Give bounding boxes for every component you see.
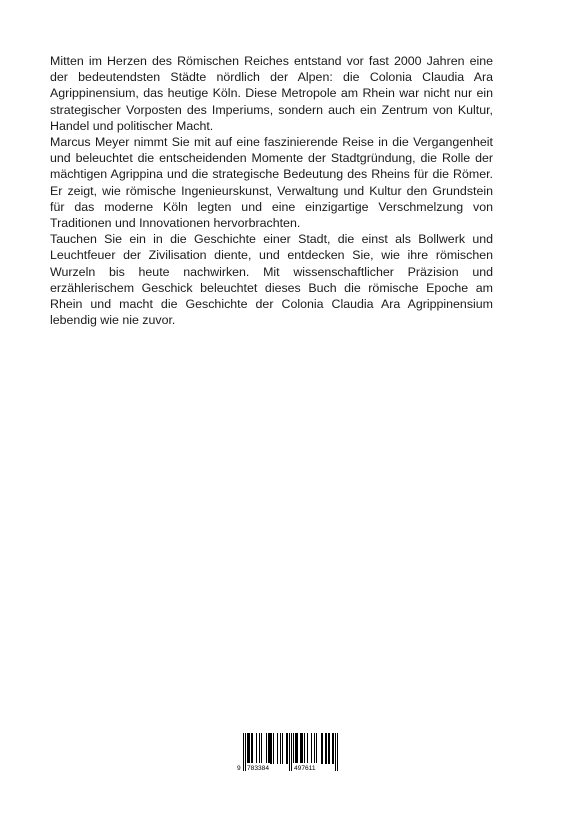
barcode-bar [311,733,312,764]
barcode-bar [329,733,330,764]
barcode-bar [247,733,248,764]
barcode-bar [321,733,322,764]
barcode-bar [256,733,257,764]
blurb-text [50,53,493,328]
barcode-bar [314,733,315,764]
barcode-bar [316,733,317,764]
barcode-bar [249,733,250,764]
barcode-bar [266,733,267,764]
barcode-bar [297,733,298,764]
blurb-paragraph-1: Mitten im Herzen des Römischen Reiches entstand vor fast 2000 Jahren eine der bedeutendsten Städte nördlich der Alpen: die Colonia Claudia Ara Agrippinensium, das heutige Köln. Diese Metropole am Rhein war nicht nur ein strategischer Vorposten des Imperiums, sondern auch ein Zentrum von Kultur, Handel und politischer Macht. [50,54,493,133]
barcode-bar [295,733,296,764]
barcode-bar [300,733,301,764]
barcode-bar [326,733,327,764]
barcode-bar [248,733,249,764]
barcode-bar [282,733,283,764]
barcode-bar [333,733,334,764]
barcode-bar [270,733,271,764]
barcode-right-group: 497611 [293,763,317,775]
barcode-bar [287,733,288,764]
barcode-bar [332,733,333,764]
barcode-bar [271,733,272,764]
barcode-bar [273,733,274,764]
barcode-bar [251,733,252,764]
barcode-bar [296,733,297,764]
barcode-bar [286,733,287,764]
barcode-bar [328,733,329,764]
barcode-bar [252,733,253,764]
barcode-bar [280,733,281,764]
barcode-bar [269,733,270,764]
barcode-bar [277,733,278,764]
blurb-paragraph-2: Marcus Meyer nimmt Sie mit auf eine faszinierende Reise in die Vergangenheit und beleuchtet die entscheidenden Momente der Stadtgründung, die Rolle der mächtigen Agrippina und die strategische Bedeutung des Rheins für die Römer. Er zeigt, wie römische Ingenieurskunst, Verwaltung und Kultur den Grundstein für das moderne Köln legten und eine einzigartige Verschmelzung von Traditionen und Innovationen hervorbrachten. [50,135,493,231]
barcode-bar [261,733,262,764]
barcode-bar [302,733,303,764]
barcode-lead-digit: 9 [236,763,242,775]
barcode-digits [236,763,340,775]
barcode-bar [293,733,294,764]
barcode-bar [322,733,323,764]
barcode-bar [325,733,326,764]
blurb-paragraph-3: Tauchen Sie ein in die Geschichte einer Stadt, die einst als Bollwerk und Leuchtfeuer der Zivilisation diente, und entdecken Sie, wie ihre römischen Wurzeln bis heute nachwirken. Mit wissenschaftlicher Präzision und erzählerischem Geschick beleuchtet dieses Buch die römische Epoche am Rhein und macht die Geschichte der Colonia Claudia Ara Agrippinensium lebendig wie nie zuvor. [50,232,493,328]
barcode-bar [259,733,260,764]
barcode-bar [268,733,269,764]
barcode-bar [307,733,308,764]
barcode-bar [304,733,305,764]
barcode-bar [301,733,302,764]
isbn-barcode [236,733,340,775]
barcode-left-group: 783384 [246,763,270,775]
